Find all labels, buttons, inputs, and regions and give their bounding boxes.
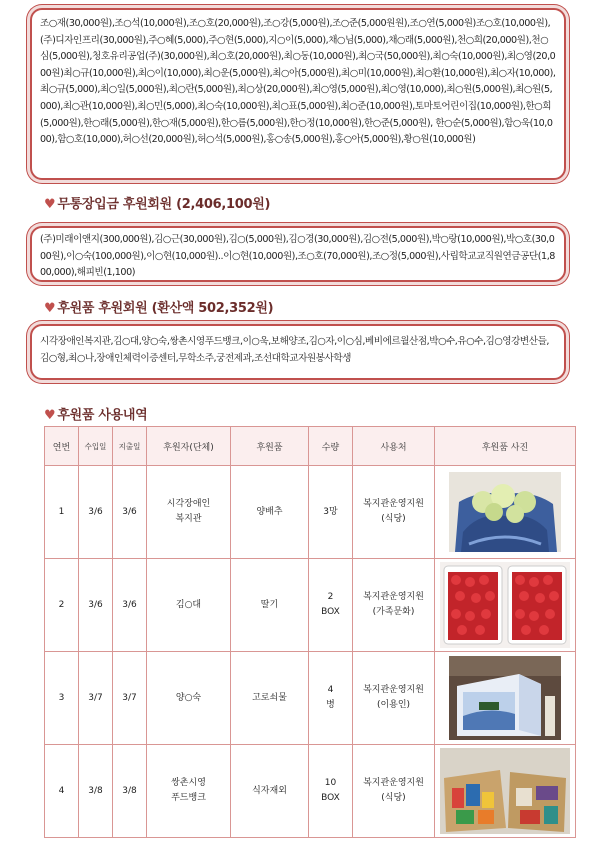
- row-no: 2: [45, 559, 79, 652]
- groceries-photo: [435, 745, 576, 838]
- row-in-date: 3/7: [79, 652, 113, 745]
- row-item: 식자재외: [231, 745, 309, 838]
- table-row: [45, 466, 576, 559]
- row-in-date: 3/8: [79, 745, 113, 838]
- row-item: 양배추: [231, 466, 309, 559]
- strawberry-photo: [435, 559, 576, 652]
- row-out-date: 3/6: [113, 559, 147, 652]
- row-place: 복지관운영지원 (식당): [353, 466, 435, 559]
- goods-donors-text: 시각장애인복지관,김○대,양○숙,쌍촌시영푸드뱅크,이○욱,보해양조,김○자,이○심,베비에르월산점,박○수,유○수,김○영강변산들,김○형,최○나,장애인체력이증센터,무학소주,궁전제과,조선대학교자원봉사학생: [40, 336, 549, 364]
- bank-donors-box: [30, 226, 566, 282]
- row-item: 딸기: [231, 559, 309, 652]
- donor-list-box: [30, 8, 566, 180]
- goods-donors-box: [30, 324, 566, 380]
- bank-donors-heading: ♥ 무통장입금 후원회원 (2,406,100원): [44, 197, 271, 212]
- row-place: 복지관운영지원 (가족문화): [353, 559, 435, 652]
- table-row: [45, 652, 576, 745]
- col-header-donor: 후원자(단체): [147, 427, 231, 466]
- row-donor: 시각장애인 복지관: [147, 466, 231, 559]
- col-header-item: 후원품: [231, 427, 309, 466]
- row-place: 복지관운영지원 (식당): [353, 745, 435, 838]
- table-row: [45, 745, 576, 838]
- row-in-date: 3/6: [79, 466, 113, 559]
- table-row: [45, 559, 576, 652]
- col-header-place: 사용처: [353, 427, 435, 466]
- row-donor: 쌍촌시영 푸드뱅크: [147, 745, 231, 838]
- bank-donors-text: (주)미래이앤지(300,000원),김○근(30,000원),김○(5,000원),김○경(30,000원),김○전(5,000원),박○랑(10,000원),박○호(30,000원),이○숙(100,000원),이○현(10,000원)..이○현(10,000원),조○호(70,000원),조○정(5,000원),사립학교교직원연금공단(1,800,000),해피빈(1,100): [40, 234, 555, 279]
- row-item: 고로쇠물: [231, 652, 309, 745]
- row-in-date: 3/6: [79, 559, 113, 652]
- heart-icon: ♥: [44, 408, 56, 423]
- gorosoe-photo: [435, 652, 576, 745]
- usage-table: [44, 426, 576, 838]
- row-out-date: 3/8: [113, 745, 147, 838]
- heart-icon: ♥: [44, 301, 56, 316]
- cabbage-photo: [435, 466, 576, 559]
- donor-list-text: 조○재(30,000원),조○석(10,000원),조○호(20,000원),조○강(5,000원),조○준(5,000원원),조○연(5,000원)조○호(10,000원),(주)디자인프리(30,000원),주○혜(5,000),주○현(5,000),지○이(5,000),채○님(5,000),채○래(5,000원),천○희(20,000원),천○심(5,000원),청호유리공업(주)(30,000원),최○호(20,000원),최○동(10,000원),최○국(50,000원),최○숙(10,000원),최○영(20,000원)최○규(10,000원),최○이(10,000),최○운(5,000원),최○아(5,000원),최○미(10,000원),최○환(10,000원),최○자(10,000),최○규(5,000),최○일(5,000원),최○란(5,000원),최○상(20,000원),최○영(5,000원),최○영(10,000),최○원(5,000원),최○원(5,000),최○관(10,000원),최○민(5,000),최○숙(10,000원),최○표(5,000원),최○준(10,000원),토마토어린이집(10,000원),한○희(5,000원),한○래(5,000원),한○재(5,000원),한○름(5,000원),한○정(10,000원),한○준(5,000원), 한○순(5,000원),함○욱(10,000),함○호(10,000),허○선(20,000원),허○석(5,000원),홍○송(5,000원),홍○아(5,000원),황○원(10,000원): [40, 18, 556, 146]
- row-donor: 양○숙: [147, 652, 231, 745]
- row-qty: 10 BOX: [309, 745, 353, 838]
- row-qty: 3망: [309, 466, 353, 559]
- col-header-qty: 수량: [309, 427, 353, 466]
- row-out-date: 3/6: [113, 466, 147, 559]
- row-no: 4: [45, 745, 79, 838]
- col-header-in-date: 수입일: [79, 427, 113, 466]
- row-qty: 2 BOX: [309, 559, 353, 652]
- col-header-no: 연번: [45, 427, 79, 466]
- row-place: 복지관운영지원 (이용인): [353, 652, 435, 745]
- row-qty: 4 병: [309, 652, 353, 745]
- col-header-out-date: 지출일: [113, 427, 147, 466]
- row-no: 1: [45, 466, 79, 559]
- row-no: 3: [45, 652, 79, 745]
- goods-donors-heading: ♥ 후원품 후원회원 (환산액 502,352원): [44, 301, 274, 316]
- heart-icon: ♥: [44, 197, 56, 212]
- usage-table-header: [45, 427, 576, 466]
- row-donor: 김○대: [147, 559, 231, 652]
- usage-heading: ♥ 후원품 사용내역: [44, 408, 148, 423]
- col-header-photo: 후원품 사진: [435, 427, 576, 466]
- row-out-date: 3/7: [113, 652, 147, 745]
